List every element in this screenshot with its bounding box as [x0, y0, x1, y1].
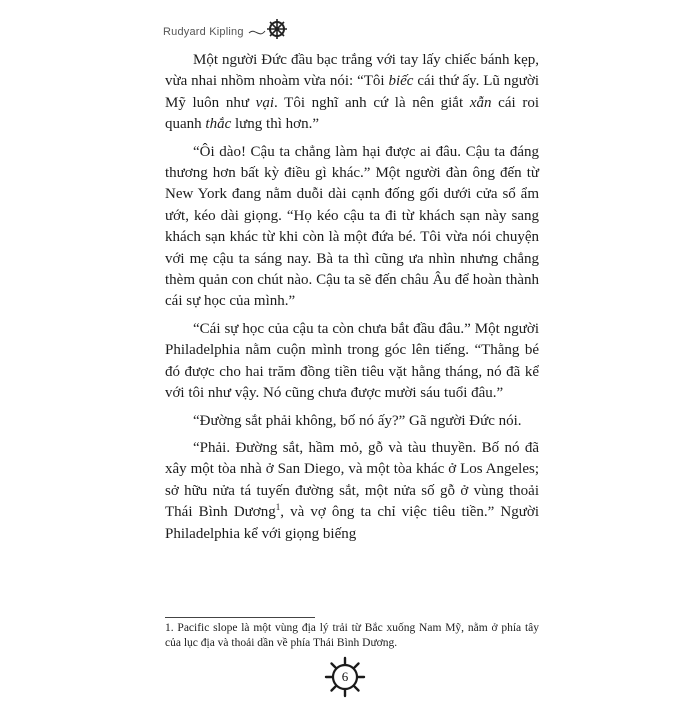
page-number: 6: [341, 669, 349, 684]
paragraph: [165, 142, 539, 313]
paragraph: [165, 50, 539, 136]
italic-text: thắc: [205, 116, 232, 133]
paragraph: [165, 438, 539, 545]
paragraph-text: Một người Đức đầu bạc trắng với tay lấy chiếc bánh kẹp, vừa nhai nhồm nhoàm vừa nói: “Tôi: [165, 52, 539, 90]
italic-text: vại: [255, 94, 274, 111]
italic-text: biếc: [388, 73, 414, 90]
footnote-divider: [165, 617, 315, 618]
paragraph-text: “Ôi dào! Cậu ta chẳng làm hại được ai đâu. Cậu ta đáng thương hơn bất kỳ điều gì khác.” Một người đàn ông đến từ New York đang nằm duỗi dài cạnh đống gối dưới cửa sổ ẩm ướt, kéo dài giọng. “Họ kéo cậu ta đi từ khách sạn này sang khách sạn khác từ khi còn là một đứa bé. Tôi vừa nói chuyện với mẹ cậu ta sáng nay. Bà ta thì cũng ưa nhìn nhưng chẳng thèm quản con chút nào. Cậu ta sẽ đến châu Âu để hoàn thành cái sự học của mình.”: [165, 143, 539, 310]
running-head: Rudyard Kipling: [163, 25, 244, 38]
paragraph-text: cái roi quanh: [165, 94, 539, 133]
page-number-ornament: [323, 655, 367, 699]
ship-wheel-icon: [247, 17, 289, 46]
page-header: [163, 17, 289, 46]
paragraph-text: , và vợ ông ta chỉ việc tiêu tiền.” Người Philadelphia kể với giọng biếng: [165, 504, 539, 542]
footnote: 1. Pacific slope là một vùng địa lý trải từ Bắc xuống Nam Mỹ, nằm ở phía tây của lục địa và thoải dần về phía Thái Bình Dương.: [165, 622, 539, 649]
footnote-marker: 1: [275, 502, 281, 513]
paragraph-text: cái thứ ấy. Lũ người Mỹ luôn như: [165, 73, 539, 111]
paragraph-text: “Đường sắt phải không, bố nó ấy?” Gã người Đức nói.: [193, 412, 522, 429]
paragraph: [165, 411, 539, 432]
paragraph-text: . Tôi nghĩ anh cứ là nên giắt: [274, 94, 470, 111]
italic-text: xẫn: [469, 94, 492, 111]
paragraph-text: lưng thì hơn.”: [231, 116, 319, 133]
paragraph: [165, 319, 539, 405]
paragraph-text: “Cái sự học của cậu ta còn chưa bắt đầu đâu.” Một người Philadelphia nằm cuộn mình trong góc lên tiếng. “Thằng bé đó được cho hai trăm đồng tiền tiêu vặt hằng tháng, nó đã kể với tôi như vậy. Nó cũng chưa được mười sáu tuổi đâu.”: [165, 320, 539, 402]
paragraph-text: “Phải. Đường sắt, hầm mỏ, gỗ và tàu thuyền. Bố nó đã xây một tòa nhà ở San Diego, và một tòa khác ở Los Angeles; sở hữu nửa tá tuyến đường sắt, một nửa số gỗ ở vùng thoải Thái Bình Dương: [165, 439, 539, 521]
body-text: [165, 50, 539, 551]
